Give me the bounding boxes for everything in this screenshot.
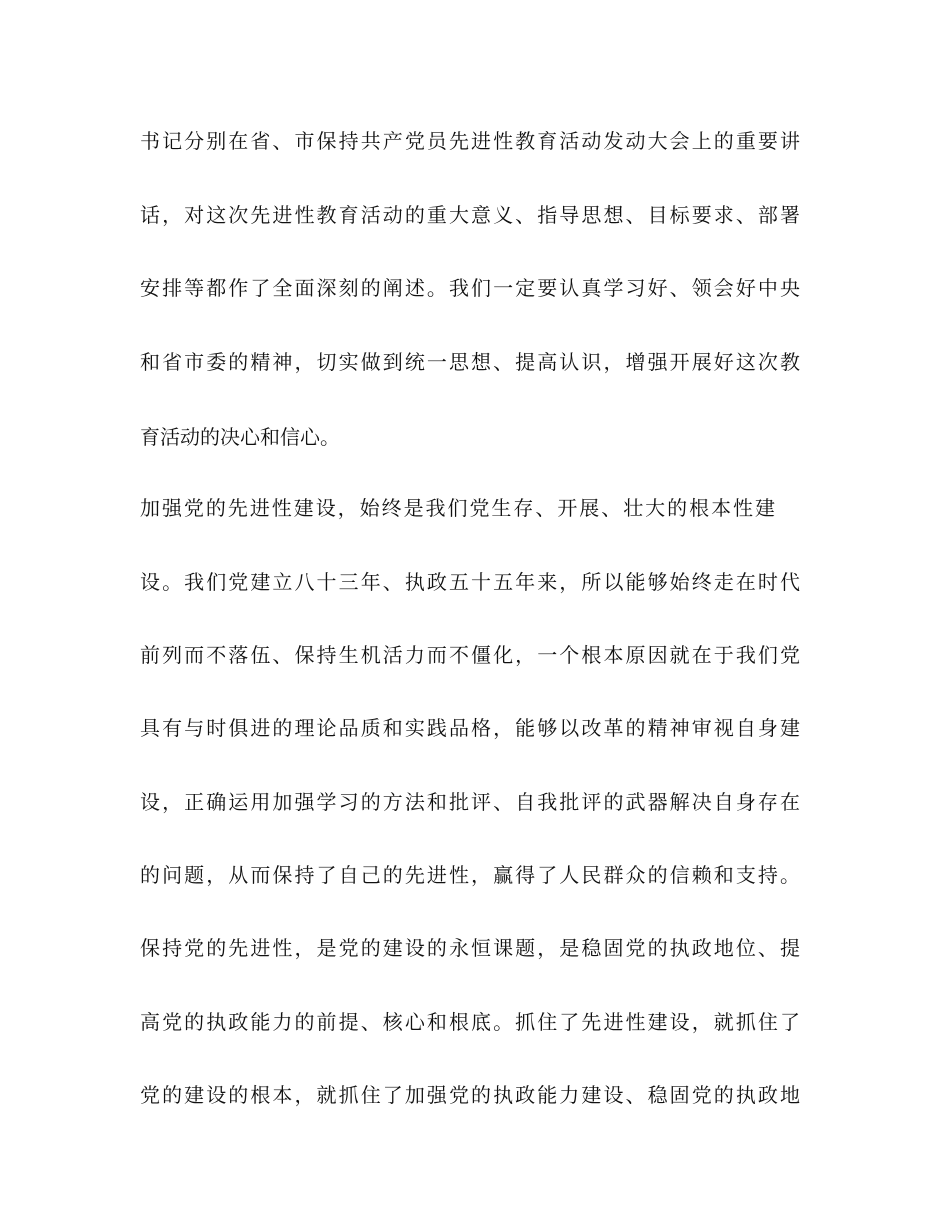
body-text-line: 和省市委的精神，切实做到统一思想、提高认识，增强开展好这次教 bbox=[140, 350, 800, 374]
body-text-line: 保持党的先进性，是党的建设的永恒课题，是稳固党的执政地位、提 bbox=[140, 936, 800, 960]
body-text-line: 育活动的决心和信心。 bbox=[140, 425, 340, 449]
body-text-line: 书记分别在省、市保持共产党员先进性教育活动发动大会上的重要讲 bbox=[140, 129, 800, 153]
body-text-line: 前列而不落伍、保持生机活力而不僵化，一个根本原因就在于我们党 bbox=[140, 643, 800, 667]
body-text-line: 的问题，从而保持了自己的先进性，赢得了人民群众的信赖和支持。 bbox=[140, 863, 800, 887]
body-text-line: 安排等都作了全面深刻的阐述。我们一定要认真学习好、领会好中央 bbox=[140, 276, 800, 300]
body-text-line: 设。我们党建立八十三年、执政五十五年来，所以能够始终走在时代 bbox=[140, 570, 800, 594]
body-text-line: 设，正确运用加强学习的方法和批评、自我批评的武器解决自身存在 bbox=[140, 790, 800, 814]
body-text-line: 话，对这次先进性教育活动的重大意义、指导思想、目标要求、部署 bbox=[140, 203, 800, 227]
body-text-line: 具有与时俱进的理论品质和实践品格，能够以改革的精神审视自身建 bbox=[140, 716, 800, 740]
body-text-line: 党的建设的根本，就抓住了加强党的执政能力建设、稳固党的执政地 bbox=[140, 1083, 800, 1107]
body-text-line: 加强党的先进性建设，始终是我们党生存、开展、壮大的根本性建 bbox=[140, 496, 775, 520]
body-text-line: 高党的执政能力的前提、核心和根底。抓住了先进性建设，就抓住了 bbox=[140, 1010, 800, 1034]
